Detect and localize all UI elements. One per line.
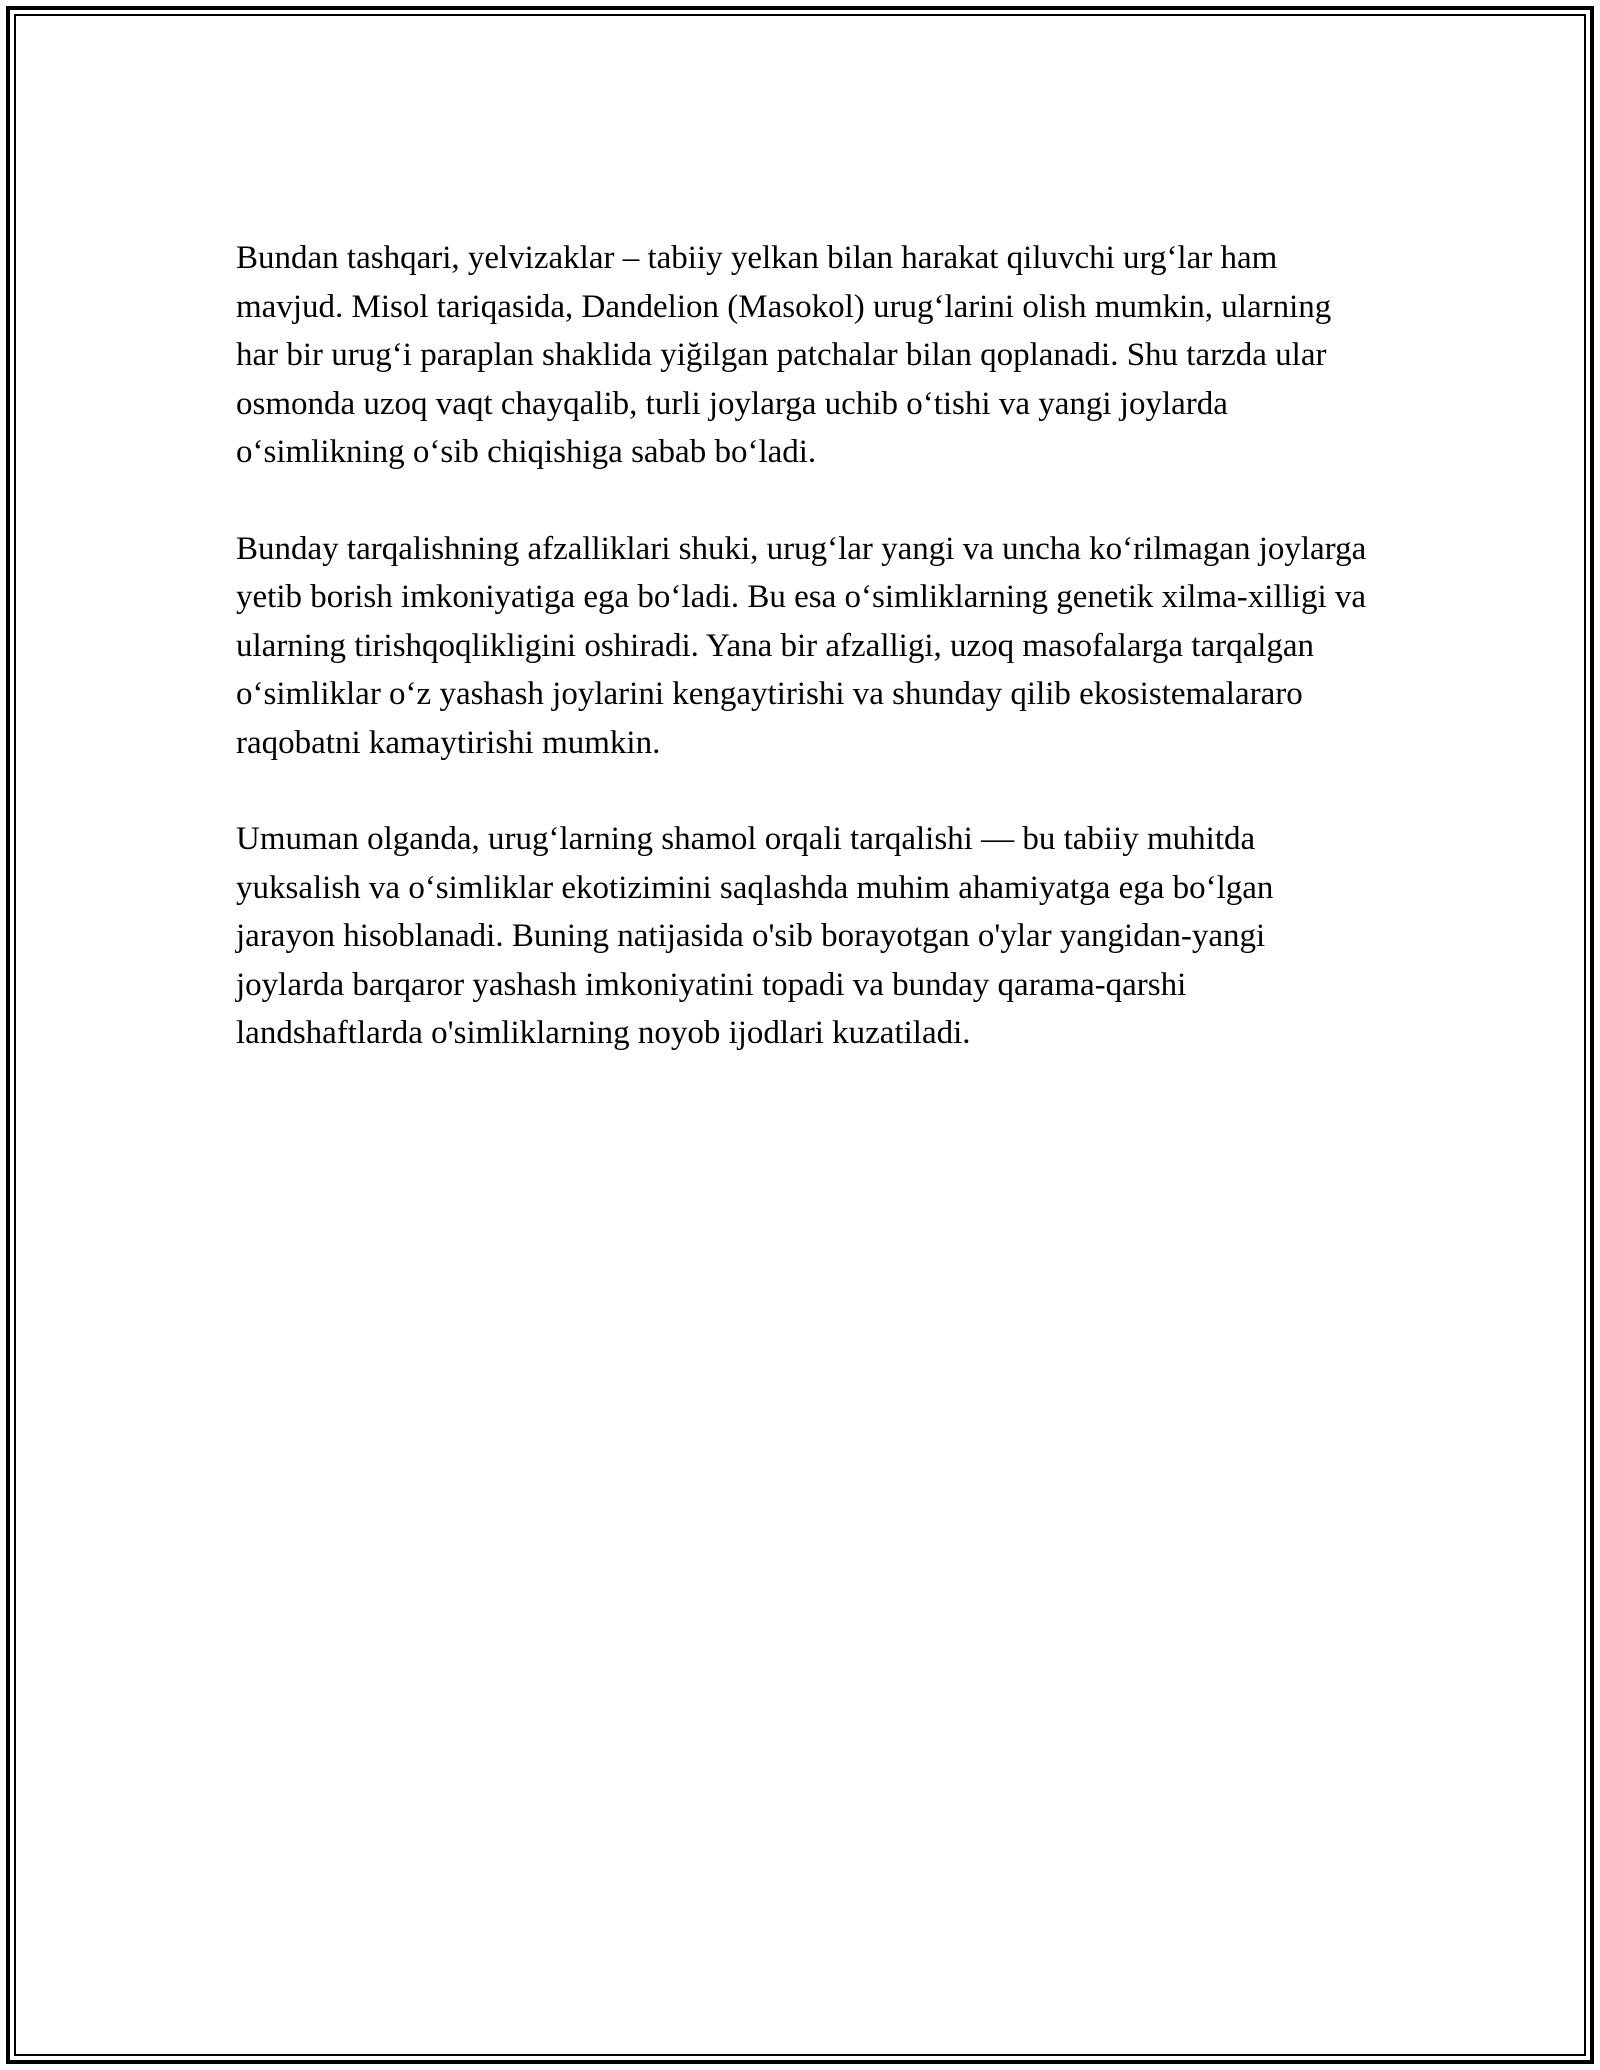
paragraph-3: Umuman olganda, urug‘larning shamol orqali tarqalishi — bu tabiiy muhitda yuksalish va o‘simliklar ekotizimini saqlashda muhim ahamiyatga ega bo‘lgan jarayon hisoblanadi. Buning natijasida o'sib borayotgan o'ylar yangidan-yangi joylarda barqaror yashash imkoniyatini topadi va bunday qarama-qarshi landshaftlarda o'simliklarning noyob ijodlari kuzatiladi. (236, 821, 1274, 1051)
paragraph-2: Bunday tarqalishning afzalliklari shuki, urug‘lar yangi va uncha ko‘rilmagan joylarga yetib borish imkoniyatiga ega bo‘ladi. Bu esa o‘simliklarning genetik xilma-xilligi va ularning tirishqoqlikligini oshiradi. Yana bir afzalligi, uzoq masofalarga tarqalgan o‘simliklar o‘z yashash joylarini kengaytirishi va shunday qilib ekosistemalararo raqobatni kamaytirishi mumkin. (236, 530, 1367, 761)
paragraph-1: Bundan tashqari, yelvizaklar – tabiiy yelkan bilan harakat qiluvchi urg‘lar ham mavjud. Misol tariqasida, Dandelion (Masokol) urug‘larini olish mumkin, ularning har bir urug‘i paraplan shaklida yiğilgan patchalar bilan qoplanadi. Shu tarzda ular osmonda uzoq vaqt chayqalib, turli joylarga uchib o‘tishi va yangi joylarda o‘simlikning o‘sib chiqishiga sabab bo‘ladi. (236, 240, 1332, 470)
document-body (236, 234, 1376, 1106)
